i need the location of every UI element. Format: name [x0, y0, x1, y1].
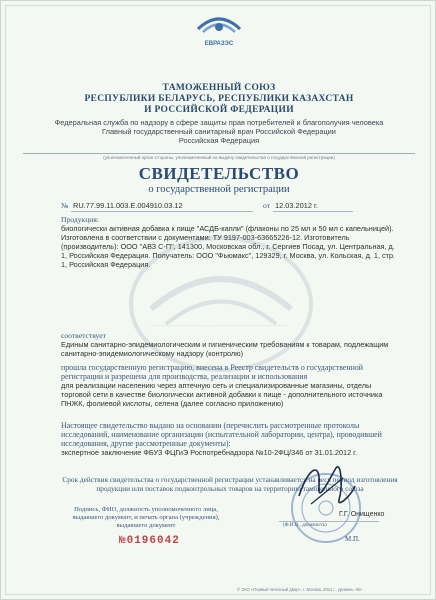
header-line-2: РЕСПУБЛИКИ БЕЛАРУСЬ, РЕСПУБЛИКИ КАЗАХСТАН [84, 94, 354, 104]
header-line-3: И РОССИЙСКОЙ ФЕДЕРАЦИИ [144, 105, 294, 115]
middle-small-print: · · · · · · · · · · · · · · · · · · · · · · · · · · · · · · · · · · · · · · · · · · · · · · · · · · · [149, 323, 289, 328]
registration-section [61, 363, 399, 408]
product-section [61, 215, 399, 269]
basis-section [61, 421, 399, 457]
certificate-number: RU.77.99.11.003.E.004910.03.12 [73, 201, 183, 210]
date-label: от [263, 201, 271, 210]
document-title: СВИДЕТЕЛЬСТВО [138, 164, 300, 183]
product-label: Продукция: [61, 215, 99, 224]
registration-text: для реализации населению через аптечную сеть и специализированные магазины, отделы торговой сети в качестве биологически активной добавки к пище - дополнительного источника ПНЖК, фолиевой кислоты, селена (далее согласно приложению) [61, 381, 383, 408]
number-underline [71, 211, 253, 212]
number-label: № [61, 201, 69, 210]
fio-label: (Ф.И.О., должность) [283, 523, 327, 528]
header-line-1: ТАМОЖЕННЫЙ СОЮЗ [162, 83, 276, 93]
agency-line-2: Главный государственный санитарный врач Российской Федерации [102, 127, 336, 136]
header-divider [23, 153, 415, 154]
logo-text: ЕВРАЗЭС [204, 41, 234, 47]
basis-label: Настоящее свидетельство выдано на основании (перечислить рассмотренные протоколы исследований, наименование организации (испытательной лаборатории, центра), проводившей исследования, другие рассмотренные документы): [61, 421, 382, 448]
basis-text: экспертное заключение ФБУЗ ФЦГиЭ Роспотребнадзора №10-2ФЦ/346 от 31.01.2012 г. [61, 448, 357, 457]
header-small-print: (уполномоченный орган Стороны, уполномоченный на выдачу свидетельства о государственной регистрации) [103, 155, 335, 160]
conformity-section [61, 331, 399, 358]
printer-credit: © ЗАО «Первый печатный двор», г. Москва, 2011 г., уровень «В» [237, 587, 363, 592]
conformity-text: Единым санитарно-эпидемиологическим и гигиеническим требованиям к товарам, подлежащим санитарно-эпидемиологическому надзору (контролю) [61, 340, 389, 358]
document-subtitle: о государственной регистрации [148, 184, 290, 195]
product-text: биологически активная добавка к пище "АСДБ-капли" (флаконы по 25 мл и 50 мл с капельницей). Изготовлена в соответствии с документами: ТУ 9197-003-63665226-12. Изготовитель (производитель): ООО "АВЗ С-П", 141300, Московская обл., г. Сергиев Посад, ул. Центральная, д. 1, Российская Федерация. Получатель: ООО "Фьюмакс", 129329, г. Москва, ул. Кольская, д. 1, стр. 1, Российская Федерация. [61, 224, 396, 269]
date-underline [273, 211, 353, 212]
serial-number: №0196042 [119, 535, 180, 547]
signer-name: Г.Г. Онищенко [339, 511, 385, 518]
conformity-label: соответствует [61, 331, 106, 340]
validity-text: Срок действия свидетельства о государственной регистрации устанавливается на весь период изготовления продукции или поставок подконтрольных товаров на территорию таможенного союза [62, 475, 398, 493]
agency-line-1: Федеральная служба по надзору в сфере защиты прав потребителей и благополучия человека [54, 118, 384, 127]
signature-icon [291, 456, 361, 516]
signature-underline [279, 521, 379, 522]
agency-line-3: Российская Федерация [178, 136, 260, 145]
signer-note: Подпись, ФИО, должность уполномоченного лица, выдавшего документ, и печать органа (учреждения), выдавшего документ [72, 506, 220, 529]
certificate-date: 12.03.2012 г. [275, 201, 318, 210]
mp-label: М.П. [345, 535, 360, 543]
registration-label: прошла государственную регистрацию, внесена в Реестр свидетельств о государственной регистрации и разрешена для производства, реализации и использования [61, 363, 364, 381]
